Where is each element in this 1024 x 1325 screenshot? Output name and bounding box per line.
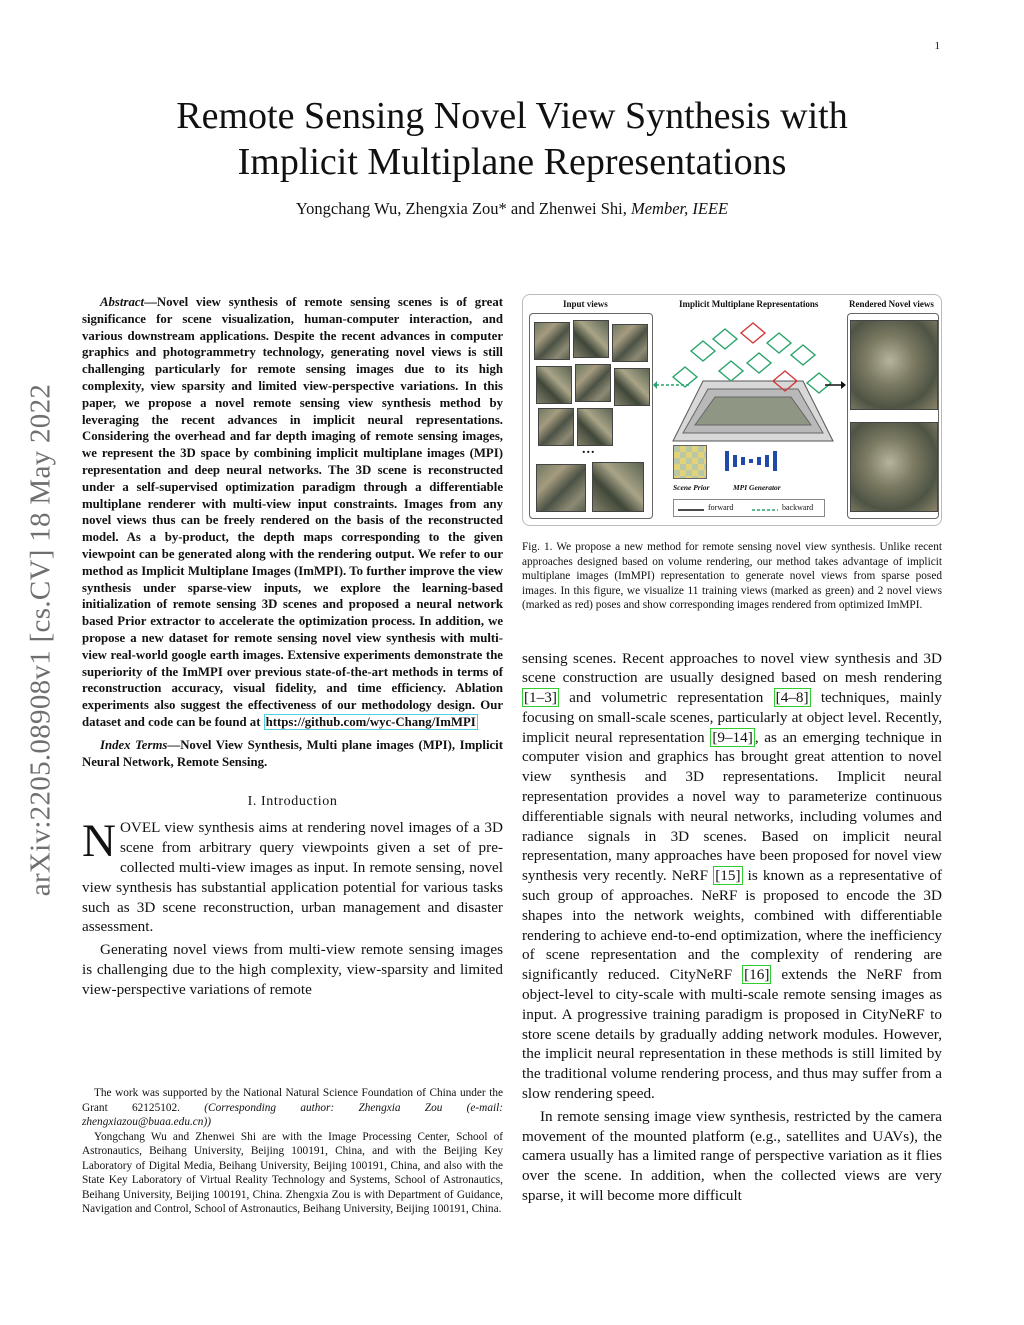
forward-arrow-right [823,355,847,395]
intro-p1-text: OVEL view synthesis aims at rendering novel images of a 3D scene from arbitrary query viewpoints given a set of pre-collected multi-view images as input. In remote sensing, novel view synthesis has substantial application potential for various tasks such as 3D scene reconstruction, urban management and disaster assessment. [82,819,503,936]
right-text-seg-4: , as an emerging technique in computer vision and graphics has brought great attention to novel view synthesis and 3D representations. Implicit neural representation provides a novel way to parameterize continuous differentiable signals with neural networks, including volumes and radiance signals in 3D scenes. Based on implicit neural representation, many approaches have been proposed for novel view synthesis very recently. NeRF [522,728,943,885]
input-views-ellipsis: ... [582,442,596,457]
train-pose-green-1 [691,341,715,361]
abstract-text: —Novel view synthesis of remote sensing scenes is of great significance for scene visualization, human-computer interaction, and various downstream applications. Despite the recent advances in computer graphics and photogrammetry technology, generating novel views is still challenging particularly for remote sensing images due to its high complexity, view sparsity and limited view-perspective variations. In this paper, we propose a novel remote sensing view synthesis method by leveraging the recent advances in implicit neural representations. Considering the overhead and far depth imaging of remote sensing images, we represent the 3D space by combining implicit multiplane images (MPI) representation and deep neural networks. The 3D scene is reconstructed under a self-supervised optimization paradigm through a differentiable multiplane renderer with multi-view input constraints. Images from any novel views thus can be freely rendered on the basis of the reconstructed model. As a by-product, the depth maps corresponding to the given viewpoint can be generated along with the rendering output. We refer to our method as Implicit Multiplane Images (ImMPI). To further improve the view synthesis under sparse-view inputs, we explore the learning-based initialization of remote sensing 3D scenes and proposed a neural network based Prior extractor to accelerate the optimization process. In addition, we propose a new dataset for remote sensing novel view synthesis with multi-view real-world google earth images. Extensive experiments demonstrate the superiority of the ImMPI over previous state-of-the-art methods in terms of reconstruction accuracy, visual fidelity, and time efficiency. Ablation experiments also suggest the effectiveness of our methodology design. Our dataset and code can be found at [82,295,503,729]
right-paragraph-1 [522,649,942,1104]
right-text-seg-1: sensing scenes. Recent approaches to novel view synthesis and 3D scene construction are usually designed based on mesh rendering [522,649,942,687]
abstract [82,294,503,731]
caption-label: Fig. 1. [522,541,553,553]
citation-1-3[interactable]: [1–3] [524,689,557,707]
figure-1-caption [522,540,942,613]
train-pose-green-4 [791,345,815,365]
input-views-panel [529,313,653,519]
page-number: 1 [934,40,940,52]
section-heading-introduction: I. Introduction [247,794,338,810]
mpi-generator-label: MPI Generator [733,483,781,492]
input-view-7 [538,408,574,446]
right-text-seg-6: extends the NeRF from object-level to city-scale with multi-scale remote sensing images as input. A progressive training paradigm is proposed in CityNeRF to store scene details by gradually adding network modules. However, the implicit neural representation in these methods is still limited by the traditional volume rendering process, and thus may suffer from a slow rendering speed. [522,966,942,1103]
figure-head-input: Input views [563,299,608,309]
code-link[interactable]: https://github.com/wyc-Chang/ImMPI [265,714,476,729]
right-column [522,294,942,1206]
intro-paragraph-1 [82,815,503,937]
input-view-3 [612,324,648,362]
train-pose-green-3 [767,333,791,353]
input-view-2 [573,320,609,358]
citation-16[interactable]: [16] [744,966,770,984]
plane-top [695,397,811,425]
legend-forward: forward [708,503,734,512]
footnote-funding [82,1086,503,1130]
input-view-9 [536,464,586,512]
index-terms-label: Index Terms [100,737,168,752]
scene-prior-label: Scene Prior [673,483,710,492]
train-pose-green-2 [713,329,737,349]
footnote-affiliations: Yongchang Wu and Zhenwei Shi are with the Image Processing Center, School of Astronautics, Beihang University, Beijing 100191, China, and with the Beijing Key Laboratory of Digital Media, Beihang University, Beijing 100191, China, and also with the State Key Laboratory of Virtual Reality Technology and Systems, School of Astronautics, Beihang University, Beijing 100191, China. Zhengxia Zou is with Department of Guidance, Navigation and Control, School of Astronautics, Beihang University, Beijing 100191, China. [82,1130,503,1215]
arxiv-id: arXiv:2205.08908v1 [cs.CV] 18 May 2022 [24,383,57,897]
input-view-5 [575,364,611,402]
author-list [100,199,924,219]
title-line-1: Remote Sensing Novel View Synthesis with [176,95,848,137]
train-pose-green-7 [747,353,771,373]
paper-title [100,93,924,185]
figure-head-rendered: Rendered Novel views [849,299,934,309]
abstract-label: Abstract [100,295,145,309]
right-text-seg-3: techniques, mainly focusing on small-scale scenes, particularly at object level. Recently, implicit neural representation [522,689,942,746]
footnotes [82,1086,503,1217]
input-view-1 [534,322,570,360]
input-view-10 [592,462,644,512]
citation-4-8[interactable]: [4–8] [775,689,809,707]
figure-1 [522,294,942,526]
index-terms-text: —Novel View Synthesis, Multi plane images (MPI), Implicit Neural Network, Remote Sensing. [82,737,503,769]
rendered-view-1 [850,320,938,410]
right-text-seg-5: is known as a representative of such group of approaches. NeRF is proposed to encode the 3D shapes into the network weights, combined with differentiable rendering to achieve end-to-end optimization, where the inefficiency of scene representation and the complexity of rendering are significantly reduced. CityNeRF [522,867,943,984]
footnote-funding-text: The work was supported by the National Natural Science Foundation of China under the Grant 62125102. [82,1087,503,1114]
backward-arrow-left [653,355,693,395]
citation-9-14[interactable]: [9–14] [712,728,753,746]
train-pose-green-6 [719,361,743,381]
scene-prior-cube [673,445,707,479]
mpi-generator-block [723,445,793,477]
rendered-views-panel [847,313,939,519]
intro-paragraph-2: Generating novel views from multi-view remote sensing images is challenging due to the high complexity, view-sparsity and limited view-perspective variations of remote [82,941,503,998]
author-membership: Member, IEEE [630,199,729,218]
novel-pose-red-1 [741,323,765,343]
input-view-8 [577,408,613,446]
drop-cap: N [82,815,116,868]
rendered-view-2 [850,422,938,512]
figure-head-implicit: Implicit Multiplane Representations [679,299,819,309]
authors-names: Yongchang Wu, Zhengxia Zou* and Zhenwei Shi, [295,199,627,218]
input-view-4 [536,366,572,404]
index-terms [82,737,503,771]
footnote-corresponding: (Corresponding author: Zhengxia Zou (e-mail: zhengxiazou@buaa.edu.cn)) [82,1101,504,1128]
legend-backward: backward [782,503,814,512]
citation-15[interactable]: [15] [715,867,741,885]
title-line-2: Implicit Multiplane Representations [237,141,787,183]
left-column [82,294,503,999]
right-text-seg-2: and volumetric representation [558,689,774,707]
arxiv-watermark [6,340,76,940]
input-view-6 [614,368,650,406]
right-paragraph-2: In remote sensing image view synthesis, restricted by the camera movement of the mounted platform (e.g., satellites and UAVs), the camera usually has a limited range of perspective variation as it flies over the scene. In addition, when the collected views are very sparse, it will become more difficult [522,1107,942,1205]
figure-legend [673,499,825,517]
caption-text: We propose a new method for remote sensing novel view synthesis. Unlike recent approaches designed based on volume rendering, our method takes advantage of implicit multiplane images (ImMPI) representation to generate novel views from sparse posed images. In this figure, we visualize 11 training views (marked as green) and 2 novel views (marked as red) poses and show corresponding images rendered from optimized ImMPI. [522,541,942,611]
